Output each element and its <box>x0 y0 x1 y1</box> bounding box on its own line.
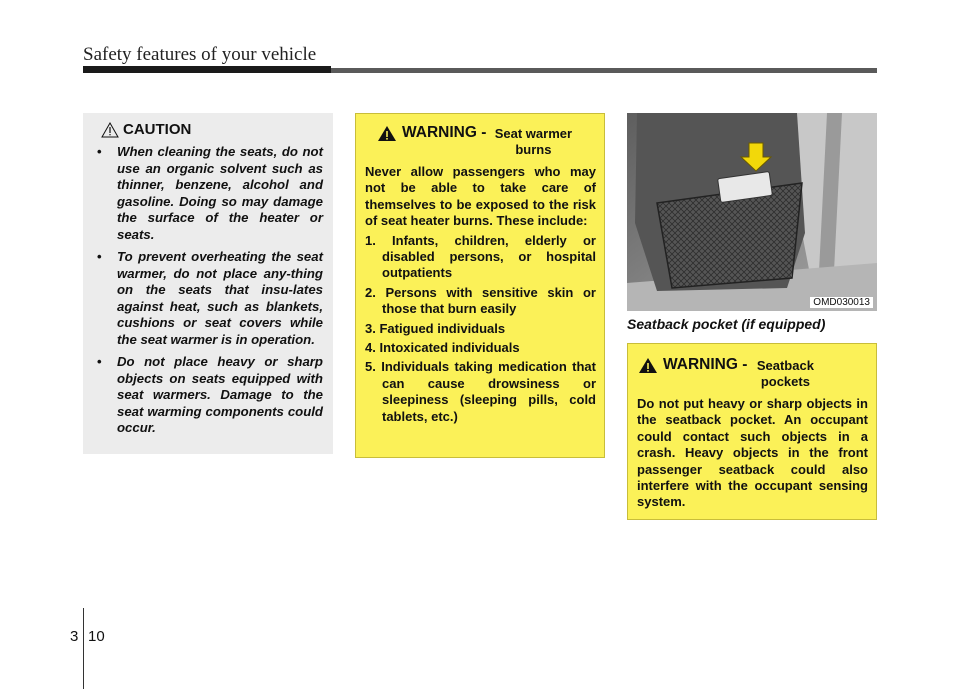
caution-list <box>95 144 323 437</box>
footer-divider <box>83 608 84 689</box>
warning-list <box>365 233 596 425</box>
warning-heading <box>365 124 596 158</box>
warning-item: 5. Individuals taking medication that can cause drowsiness or sleepiness (sleeping pills, cold tablets, etc.) <box>365 359 596 424</box>
warning-item: 1. Infants, children, elderly or disabled persons, or hospital outpatients <box>365 232 596 281</box>
caution-triangle-icon <box>101 122 119 138</box>
seatback-pocket-illustration <box>627 113 877 311</box>
header-rule-accent <box>83 66 331 73</box>
header-title: Safety features of your vehicle <box>83 44 317 65</box>
warning-item: 2. Persons with sensitive skin or those that burn easily <box>365 284 596 317</box>
warning-topic: Seat warmer burns <box>494 126 573 157</box>
caution-item: • To prevent overheating the seat warmer, do not place any-thing on the seats that insu-lates against heat, such as blankets, cushions or seat covers while the seat warmer is in operation. <box>95 249 323 348</box>
warning-seat-warmer-box <box>355 113 605 458</box>
caution-heading <box>101 121 323 138</box>
warning-item: 4. Intoxicated individuals <box>365 340 520 356</box>
photo-code: OMD030013 <box>810 297 873 308</box>
photo-caption: Seatback pocket (if equipped) <box>627 316 826 332</box>
warning-intro: Never allow passengers who may not be able to take care of themselves to be exposed to the risk of seat heater burns. These include: <box>365 164 596 229</box>
warning-topic: Seatback pockets <box>756 358 814 389</box>
caution-box <box>83 113 333 454</box>
warning-label: WARNING - <box>663 356 748 373</box>
caution-item: • When cleaning the seats, do not use an organic solvent such as thinner, benzene, alcohol and gasoline. Doing so may damage the surface of the heater or seats. <box>95 144 323 243</box>
warning-triangle-icon <box>377 125 397 142</box>
caution-label: CAUTION <box>123 121 192 138</box>
warning-seatback-box <box>627 343 877 520</box>
warning-text: Do not put heavy or sharp objects in the seatback pocket. An occupant could contact such objects in a crash. Heavy objects in the front passenger seatback could also interfere with the occupant sensing system. <box>637 396 868 510</box>
warning-heading <box>637 356 868 390</box>
warning-triangle-icon <box>638 357 658 374</box>
caution-item: • Do not place heavy or sharp objects on seats equipped with seat warmers. Damage to the seat warming components could occur. <box>95 354 323 437</box>
warning-label: WARNING - <box>402 124 487 141</box>
page-number: 10 <box>88 628 105 645</box>
chapter-number: 3 <box>70 628 79 645</box>
warning-item: 3. Fatigued individuals <box>365 320 506 336</box>
seatback-pocket-photo <box>627 113 877 311</box>
